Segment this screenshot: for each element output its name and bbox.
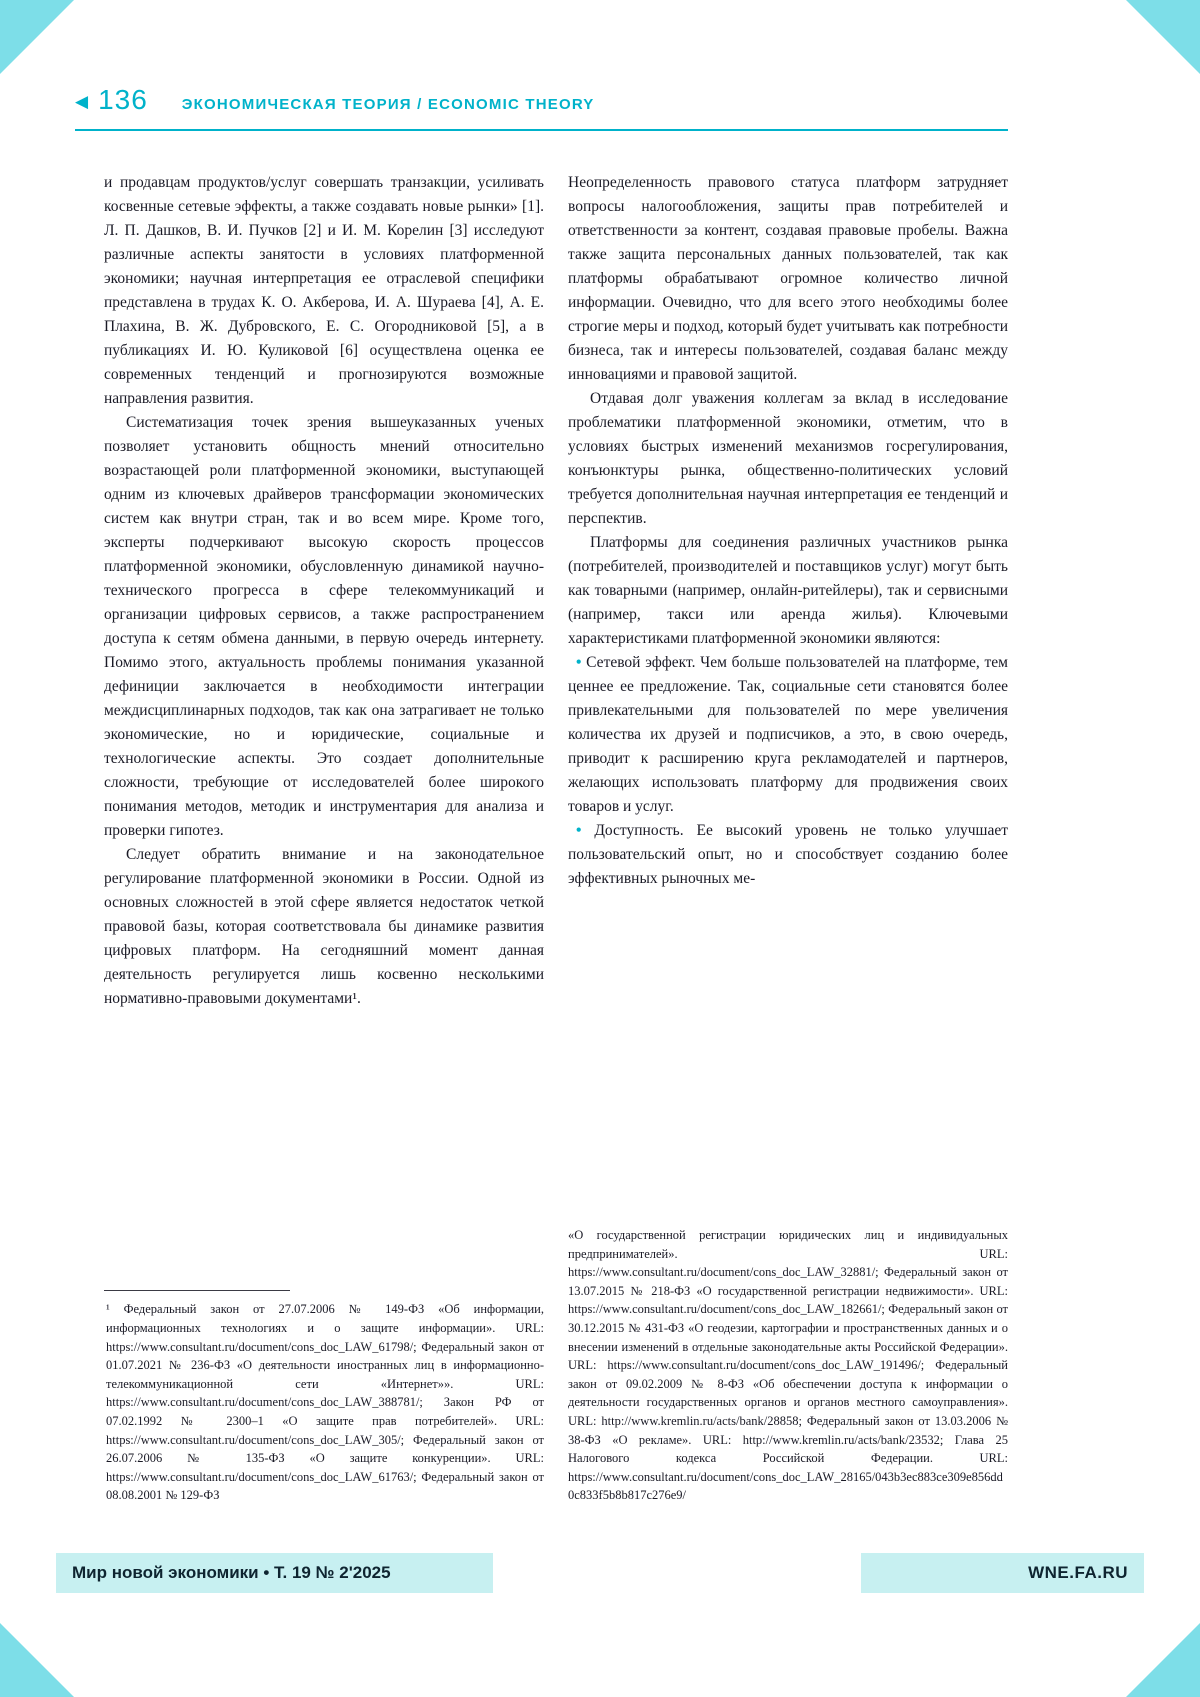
left-column-text — [104, 171, 544, 1011]
paragraph: Неопределенность правового статуса платформ затрудняет вопросы налогообложения, защиты прав потребителей и ответственности за контент, создавая правовые пробелы. Важна также защита персональных данных пользователей, так как платформы обрабатывают огромное количество личной информации. Очевидно, что для всего этого необходимы более строгие меры и подход, который будет учитывать как потребности бизнеса, так и интересы пользователей, создавая баланс между инновациями и правовой защитой. — [568, 174, 1008, 383]
right-footnote — [568, 1226, 1008, 1505]
bullet-paragraph: • Сетевой эффект. Чем больше пользователей на платформе, тем ценнее ее предложение. Так, социальные сети становятся более привлекательными для пользователей по мере увеличения количества их друзей и подписчиков, а это, в свою очередь, приводит к расширению круга рекламодателей и партнеров, желающих использовать платформу для продвижения своих товаров и услуг. — [568, 654, 1008, 815]
page-footer — [56, 1553, 1144, 1593]
page-number: 136 — [98, 84, 148, 115]
footnote-text-continued: «О государственной регистрации юридических лиц и индивидуальных предпринимателей». URL: https://www.consultant.ru/document/cons_doc_LAW_32881/; Федеральный закон от 13.07.2015 № 218-ФЗ «О государственной регистрации недвижимости». URL: https://www.consultant.ru/document/cons_doc_LAW_182661/; Федеральный закон от 30.12.2015 № 431-ФЗ «О геодезии, картографии и пространственных данных и о внесении изменений в отдельные законодательные акты Российской Федерации». URL: https://www.consultant.ru/document/cons_doc_LAW_191496/; Федеральный закон от 09.02.2009 № 8-ФЗ «Об обеспечении доступа к информации о деятельности государственных органов и органов местного самоуправления». URL: http://www.kremlin.ru/acts/bank/28858; Федеральный закон от 13.03.2006 № 38-ФЗ «О рекламе». URL: http://www.kremlin.ru/acts/bank/23532; Глава 25 Налогового кодекса Российской Федерации. URL: https://www.consultant.ru/document/cons_doc_LAW_28165/043b3ec883ce309e856dd0c833f5b8b817c276e9/ — [568, 1228, 1008, 1503]
corner-decoration-top-left — [0, 0, 74, 74]
page-header — [75, 84, 1083, 116]
paragraph: Следует обратить внимание и на законодательное регулирование платформенной экономики в России. Одной из основных сложностей в этой сфере является недостаток четкой правовой базы, которая соответствовала бы динамике развития цифровых платформ. На сегодняшний момент данная деятельность регулируется лишь косвенно несколькими нормативно-правовыми документами¹. — [104, 846, 544, 1007]
paragraph: и продавцам продуктов/услуг совершать транзакции, усиливать косвенные сетевые эффекты, а также создавать новые рынки» [1]. Л. П. Дашков, В. И. Пучков [2] и И. М. Корелин [3] исследуют различные аспекты занятости в условиях платформенной экономики; научная интерпретация ее отраслевой специфики представлена в трудах К. О. Акберова, И. А. Шураева [4], А. Е. Плахина, В. Ж. Дубровского, Е. С. Огородниковой [5], а в публикациях И. Ю. Куликовой [6] осуществлена оценка ее современных тенденций и прогнозируются возможные направления развития. — [104, 174, 544, 407]
header-rule — [75, 129, 1008, 131]
footnote-rule — [104, 1290, 290, 1291]
corner-decoration-bottom-right — [1126, 1623, 1200, 1697]
paragraph: Систематизация точек зрения вышеуказанных ученых позволяет установить общность мнений относительно возрастающей роли платформенной экономики, выступающей одним из ключевых драйверов трансформации экономических систем как внутри стран, так и во всем мире. Кроме того, эксперты подчеркивают высокую скорость процессов платформенной экономики, обусловленную динамикой научно-технического прогресса в сфере телекоммуникаций и организации цифровых сервисов, а также распространением доступа к сетям обмена данными, в первую очередь интернету. Помимо этого, актуальность проблемы понимания указанной дефиниции заключается в необходимости интеграции междисциплинарных подходов, так как она затрагивает не только экономические, но и юридические, социальные и технологические аспекты. Это создает дополнительные сложности, требующие от исследователей более широкого понимания методов, методик и инструментария для анализа и проверки гипотез. — [104, 414, 544, 839]
paragraph: Отдавая долг уважения коллегам за вклад в исследование проблематики платформенной экономики, отметим, что в условиях быстрых изменений механизмов госрегулирования, конъюнктуры рынка, общественно-политических условий требуется дополнительная научная интерпретация ее тенденций и перспектив. — [568, 390, 1008, 527]
corner-decoration-bottom-left — [0, 1623, 74, 1697]
left-footnote — [104, 1290, 544, 1505]
journal-website: WNE.FA.RU — [861, 1553, 1144, 1593]
right-column — [568, 171, 1008, 1505]
footnote-text: ¹ Федеральный закон от 27.07.2006 № 149-ФЗ «Об информации, информационных технологиях и о защите информации». URL: https://www.consultant.ru/document/cons_doc_LAW_61798/; Федеральный закон от 01.07.2021 № 236-ФЗ «О деятельности иностранных лиц в информационно-телекоммуникационной сети «Интернет»». URL: https://www.consultant.ru/document/cons_doc_LAW_388781/; Закон РФ от 07.02.1992 № 2300–1 «О защите прав потребителей». URL: https://www.consultant.ru/document/cons_doc_LAW_305/; Федеральный закон от 26.07.2006 № 135-ФЗ «О защите конкуренции». URL: https://www.consultant.ru/document/cons_doc_LAW_61763/; Федеральный закон от 08.08.2001 № 129-ФЗ — [106, 1302, 544, 1503]
left-column — [104, 171, 544, 1505]
paragraph: Платформы для соединения различных участников рынка (потребителей, производителей и поставщиков услуг) могут быть как товарными (например, онлайн-ритейлеры), так и сервисными (например, такси или аренда жилья). Ключевыми характеристиками платформенной экономики являются: — [568, 534, 1008, 647]
bullet-icon: • — [576, 654, 587, 671]
back-arrow-icon: ◀ — [75, 92, 89, 111]
journal-issue-info: Мир новой экономики • Т. 19 № 2'2025 — [56, 1553, 493, 1593]
bullet-paragraph: • Доступность. Ее высокий уровень не только улучшает пользовательский опыт, но и способствует созданию более эффективных рыночных ме- — [568, 822, 1008, 887]
bullet-icon: • — [576, 822, 595, 839]
right-column-text — [568, 171, 1008, 891]
corner-decoration-top-right — [1126, 0, 1200, 74]
section-title: ЭКОНОМИЧЕСКАЯ ТЕОРИЯ / ECONOMIC THEORY — [181, 96, 595, 113]
article-body — [104, 171, 1008, 1505]
